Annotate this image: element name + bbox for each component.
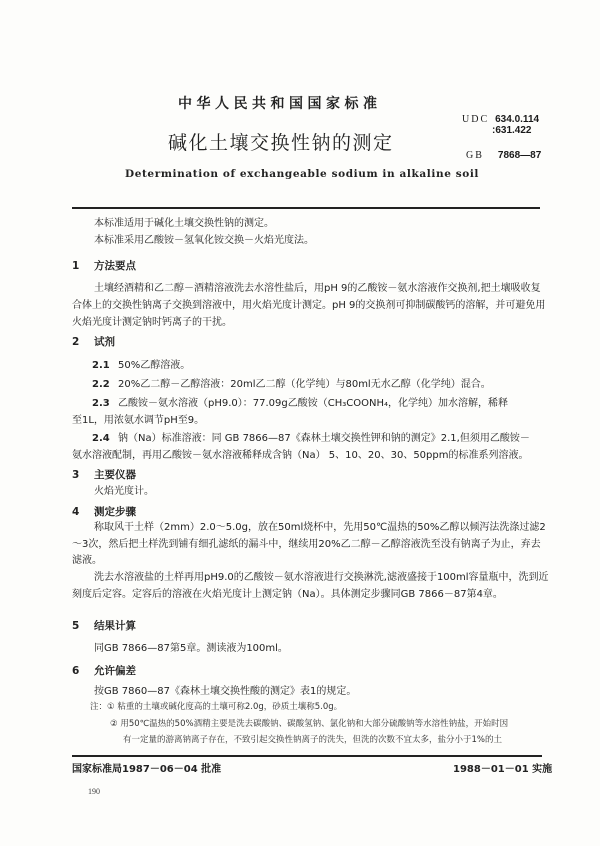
gb-label: GB [466,150,484,161]
section-5-heading [72,618,136,633]
intro-line-1: 本标准适用于碱化土壤交换性钠的测定。 [94,218,274,229]
document-title-en: Determination of exchangeable sodium in alkaline soil [125,168,480,180]
udc-line1: 634.0.114 [495,114,540,125]
section-6-heading [72,663,136,678]
header-divider [72,207,540,209]
section-2-heading [72,334,115,349]
udc-label: UDC [462,114,490,125]
section-4-paragraph-2: 洗去水溶液盐的土样再用pH9.0的乙酸铵－氨水溶液进行交换淋洗,滤液盛接于100ml容量瓶中，洗到近刻度后定容。定容后的溶液在火焰光度计上测定钠（Na）。具体测定步骤同GB 7866－87第4章。 [72,572,549,600]
document-title-cn: 碱化土壤交换性钠的测定 [168,132,394,154]
udc-code [462,114,539,136]
item-2-3: 2.3 乙酸铵－氨水溶液（pH9.0）：77.09g乙酸铵（CH₃COONH₄，化学纯）加水溶解，稀释 [92,398,508,409]
section-4-paragraph-1: 称取风干土样（2mm）2.0～5.0g，放在50ml烧杯中，先用50℃温热的50%乙醇以倾泻法洗涤过滤2～3次，然后把土样洗到铺有细孔滤纸的漏斗中，继续用20%乙二醇－乙醇溶液洗至没有钠离子为止，弃去滤液。 [72,522,546,566]
section-1-number: 1 [72,260,80,272]
section-6-number: 6 [72,665,80,677]
note-2-line-2: 有一定量的游离钠离子存在，不致引起交换性钠离子的洗失，但洗的次数不宜太多，盐分小于1%的土 [123,735,502,745]
note-label: 注： [90,702,108,712]
note-1: 注：① 粘重的土壤或碱化度高的土壤可称2.0g，砂质土壤称5.0g。 [90,702,343,712]
item-2-4-continued: 氨水溶液配制，再用乙酸铵－氨水溶液稀释成含钠（Na） 5、10、20、30、50ppm的标准系列溶液。 [72,450,529,461]
section-5-paragraph: 同GB 7866—87第5章。测读液为100ml。 [94,643,288,654]
gb-code: 7868—87 [497,150,542,161]
section-4-number: 4 [72,506,80,518]
country-standard-heading: 中华人民共和国国家标准 [178,96,382,112]
section-6-title: 允许偏差 [94,665,136,677]
page-number: 190 [88,787,100,796]
section-2-title: 试剂 [94,336,115,348]
item-2-4: 2.4 钠（Na）标准溶液：同 GB 7866—87《森林土壤交换性钾和钠的测定》2.1,但须用乙酸铵－ [92,433,530,444]
section-5-title: 结果计算 [94,620,136,632]
section-3-number: 3 [72,469,80,481]
item-2-1: 2.1 50%乙醇溶液。 [92,360,191,371]
section-1-heading [72,258,136,273]
section-5-number: 5 [72,620,80,632]
item-2-2: 2.2 20%乙二醇－乙醇溶液：20ml乙二醇（化学纯）与80ml无水乙醇（化学纯）混合。 [92,379,491,390]
section-1-paragraph: 土壤经酒精和乙二醇－酒精溶液洗去水溶性盐后，用pH 9的乙酸铵－氨水溶液作交换剂,把土壤吸收复合体上的交换性钠离子交换到溶液中，用火焰光度计测定。pH 9的交换剂可抑制碳酸钙的溶解，并可避免用火焰光度计测定钠时钙离子的干扰。 [72,283,546,328]
section-1-title: 方法要点 [94,260,136,272]
item-2-3-continued: 至1L，用浓氨水调节pH至9。 [72,415,205,426]
note-2-line-1: ② 用50℃温热的50%酒精主要是洗去碳酸钠、碳酸氢钠、氯化钠和大部分硫酸钠等水溶性钠盐，开始时因 [110,719,509,729]
implementation-date: 1988－01－01 实施 [453,764,553,775]
approval-date: 国家标准局1987－06－04 批准 [72,764,222,775]
section-4-heading [72,504,136,519]
section-3-heading [72,467,136,482]
section-3-paragraph: 火焰光度计。 [94,486,154,497]
gb-number [466,150,541,161]
section-2-number: 2 [72,336,80,348]
footer-divider [72,755,542,757]
intro-line-2: 本标准采用乙酸铵－氢氧化铵交换－火焰光度法。 [94,235,314,246]
section-6-paragraph: 按GB 7860—87《森林土壤交换性酸的测定》表1的规定。 [94,686,357,697]
section-3-title: 主要仪器 [94,469,136,481]
section-4-title: 测定步骤 [94,506,136,518]
udc-line2: :631.422 [492,125,532,136]
